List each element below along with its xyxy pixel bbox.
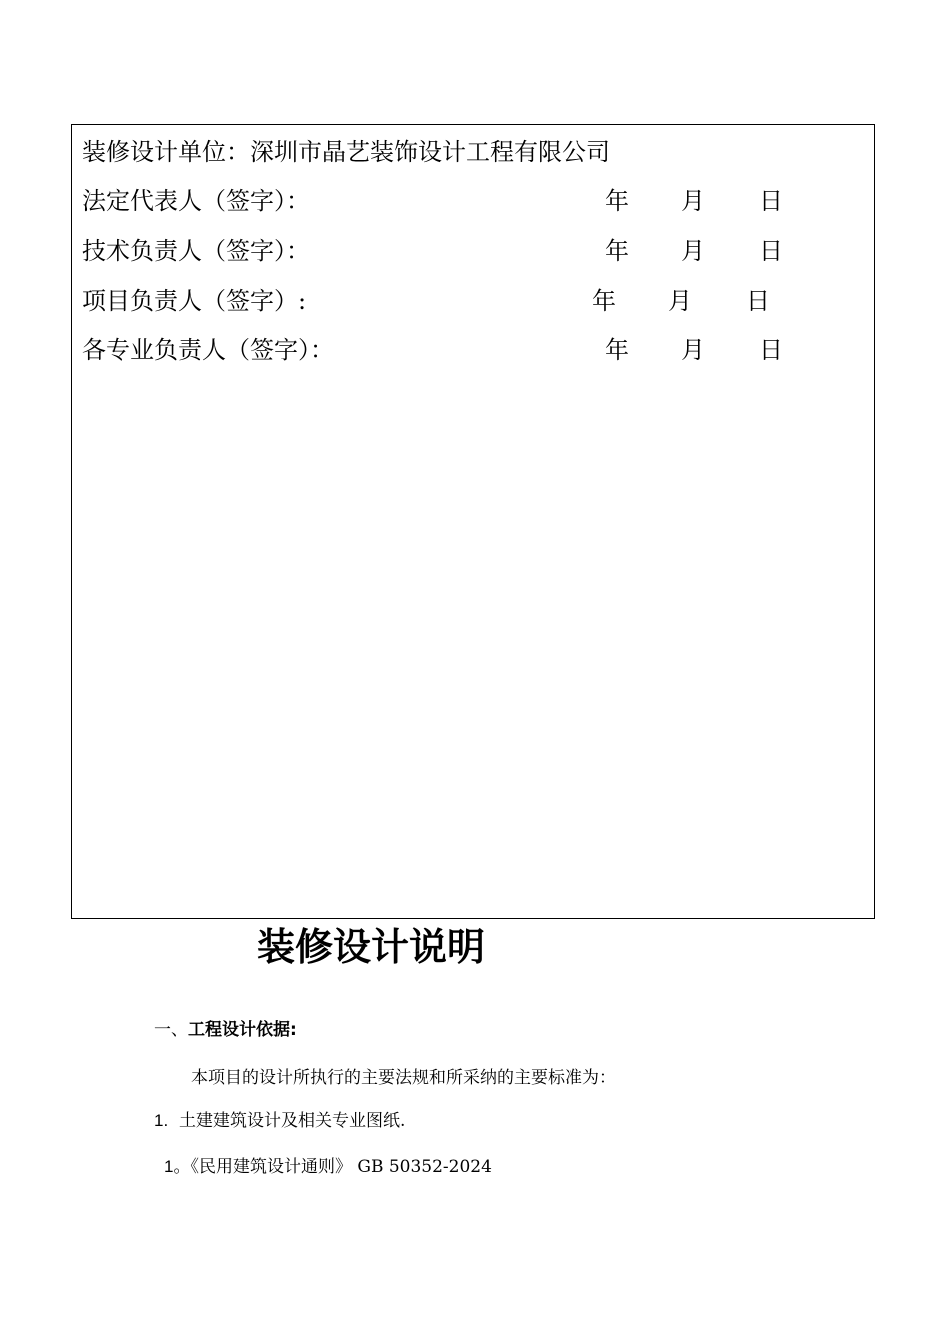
project-lead-label: 项目负责人（签字）: [82,287,307,315]
section-number: 一、 [154,1020,188,1040]
technical-lead-day: 日 [759,237,783,265]
section-heading [154,1018,297,1042]
list-item [164,1155,492,1179]
design-unit-line: 装修设计单位：深圳市晶艺装饰设计工程有限公司 [82,138,610,166]
project-lead-year: 年 [592,287,616,315]
discipline-leads-month: 月 [681,336,705,364]
technical-lead-month: 月 [681,237,705,265]
legal-representative-label: 法定代表人（签字）： [82,187,310,215]
discipline-leads-label: 各专业负责人（签字）： [82,336,334,364]
intro-paragraph: 本项目的设计所执行的主要法规和所采纳的主要标准为： [191,1068,616,1088]
project-lead-month: 月 [668,287,692,315]
list-item-text: 《民用建筑设计通则》 GB 50352-2024 [190,1157,492,1177]
discipline-leads-day: 日 [759,336,783,364]
technical-lead-year: 年 [605,237,629,265]
discipline-leads-year: 年 [605,336,629,364]
legal-representative-year: 年 [605,187,629,215]
list-item-number: 1. [154,1111,169,1130]
list-item-number: 1。 [164,1157,191,1176]
section-heading-text: 工程设计依据: [188,1020,297,1040]
project-lead-day: 日 [746,287,770,315]
document-title: 装修设计说明 [257,925,486,969]
list-item [154,1109,405,1133]
signature-box [71,124,875,919]
list-item-text: 土建建筑设计及相关专业图纸. [179,1111,406,1131]
legal-representative-month: 月 [681,187,705,215]
technical-lead-label: 技术负责人（签字）： [82,237,310,265]
legal-representative-day: 日 [759,187,783,215]
